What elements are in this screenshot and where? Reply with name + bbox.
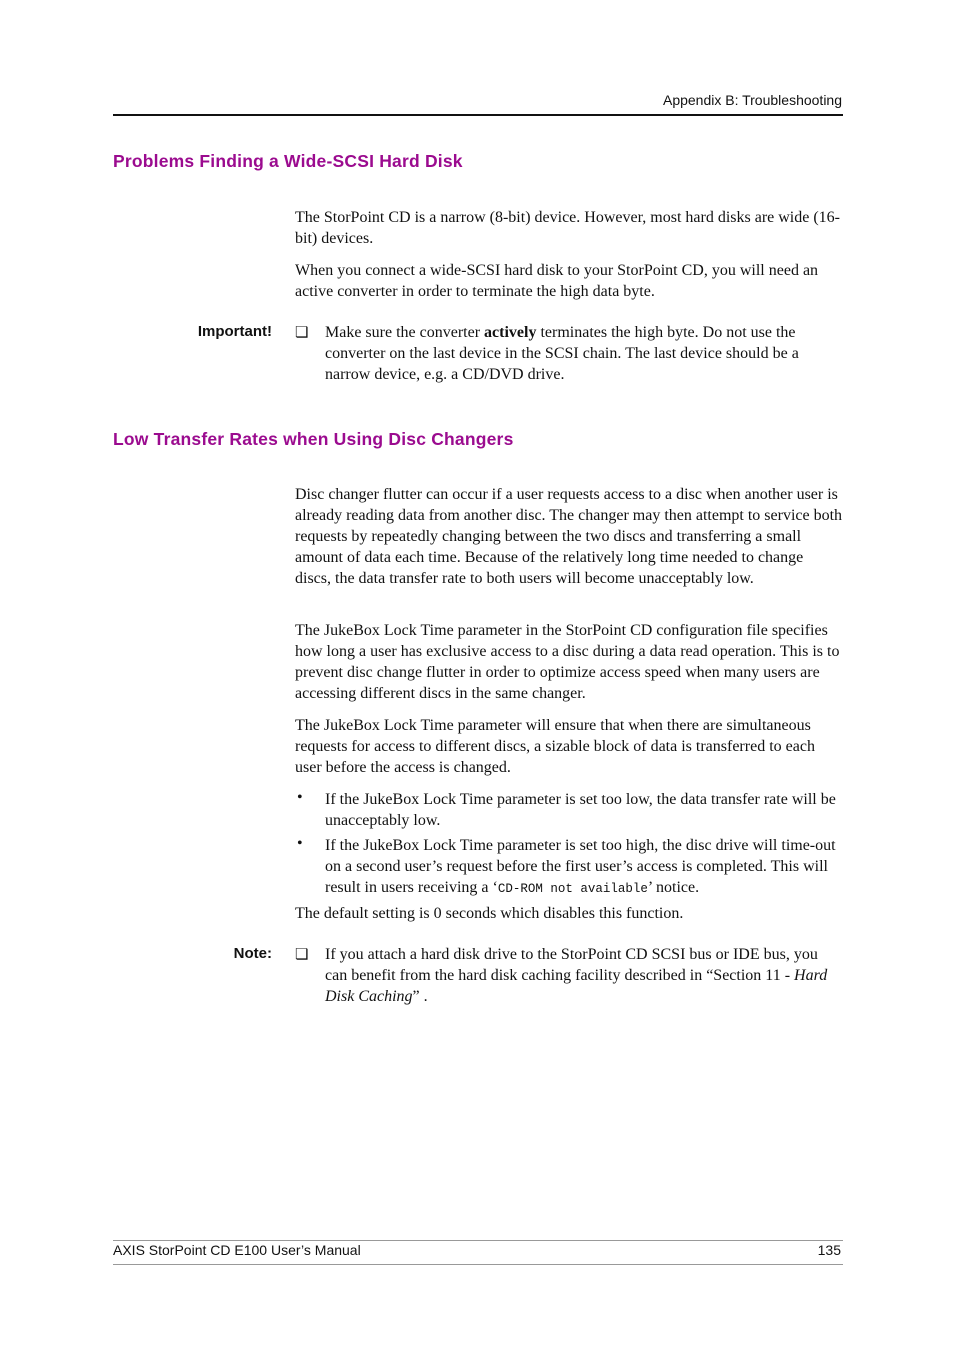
important-text: terminates the high byte. Do not use the converter on the last device in the SCSI chain. The last device should be a narrow device, e.g. a CD/DVD drive. [325, 324, 799, 383]
bullet-icon: • [297, 789, 303, 806]
checkbox-icon: ❏ [295, 947, 309, 963]
page-number: 135 [817, 1242, 841, 1258]
list-item-text: ’ notice. [647, 879, 700, 896]
note-label: Note: [233, 945, 272, 962]
paragraph: The JukeBox Lock Time parameter will ensure that when there are simultaneous requests for access to different discs, a sizable block of data is transferred to each user before the access is changed. [295, 717, 815, 776]
bullet-icon: • [297, 835, 303, 852]
list-item [325, 835, 843, 900]
note-italic: Hard Disk Caching [325, 967, 828, 1005]
paragraph: The JukeBox Lock Time parameter in the StorPoint CD configuration file specifies how long a user has exclusive access to a disc during a data read operation. This is to prevent disc change flutter in order to optimize access speed when many users are accessing different discs in the same changer. [295, 622, 840, 702]
paragraph: The default setting is 0 seconds which disables this function. [295, 905, 684, 922]
section-heading-disc-changers: Low Transfer Rates when Using Disc Changers [113, 429, 514, 449]
note-text-part: If you attach a hard disk drive to the StorPoint CD SCSI bus or IDE bus, you can benefit from the hard disk caching facility described in “Section 11 - [325, 946, 818, 984]
important-note [325, 322, 843, 385]
footer-rule [113, 1264, 843, 1265]
code-text: CD-ROM not available [497, 882, 648, 896]
note-text [325, 944, 843, 1007]
footer-rule [113, 1240, 843, 1241]
important-bold: actively [484, 324, 537, 341]
paragraph: When you connect a wide-SCSI hard disk to your StorPoint CD, you will need an active converter in order to terminate the high data byte. [295, 262, 819, 300]
paragraph: Disc changer flutter can occur if a user requests access to a disc when another user is already reading data from another disc. The changer may then attempt to service both requests by repeatedly changing between the two discs and transferring a small amount of data each time. Because of the relatively long time needed to change discs, the data transfer rate to both users will become unacceptably low. [295, 486, 843, 587]
important-text: Make sure the converter [325, 324, 485, 341]
list-item: If the JukeBox Lock Time parameter is set too low, the data transfer rate will be unacceptably low. [325, 791, 836, 829]
important-label: Important! [197, 323, 272, 340]
checkbox-icon: ❏ [295, 325, 309, 341]
footer-manual-title: AXIS StorPoint CD E100 User’s Manual [113, 1242, 361, 1258]
running-header: Appendix B: Troubleshooting [662, 92, 842, 108]
header-rule [113, 114, 843, 116]
section-heading-wide-scsi: Problems Finding a Wide-SCSI Hard Disk [113, 151, 463, 171]
list-item-text: If the JukeBox Lock Time parameter is set too high, the disc drive will time-out on a second user’s request before the first user’s access is completed. This will result in users receiving a ‘ [325, 837, 836, 896]
note-text-part: ” . [412, 988, 428, 1005]
paragraph: The StorPoint CD is a narrow (8-bit) device. However, most hard disks are wide (16-bit) devices. [295, 209, 841, 247]
